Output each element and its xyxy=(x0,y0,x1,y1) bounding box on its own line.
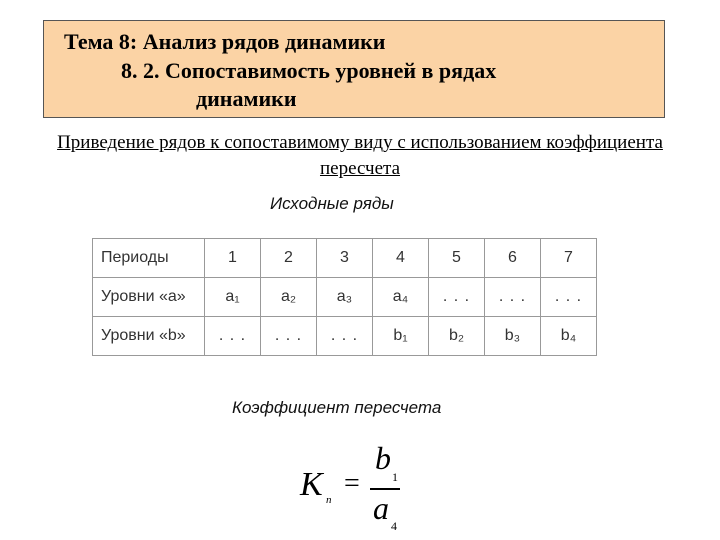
title-line-1: Тема 8: Анализ рядов динамики xyxy=(64,29,386,54)
table-cell: Уровни «b» xyxy=(93,317,205,356)
table-cell: . . . xyxy=(429,278,485,317)
slide-title-box xyxy=(43,20,665,118)
table-cell: 7 xyxy=(541,239,597,278)
table-header-row xyxy=(93,239,597,278)
table-cell: b₄ xyxy=(541,317,597,356)
table-cell: Периоды xyxy=(93,239,205,278)
table-cell: . . . xyxy=(485,278,541,317)
table-cell: b₃ xyxy=(485,317,541,356)
conversion-coefficient-formula xyxy=(300,440,410,536)
series-table xyxy=(92,238,597,356)
table-cell: 2 xyxy=(261,239,317,278)
caption-coefficient: Коэффициент пересчета xyxy=(232,398,442,417)
table-cell: 1 xyxy=(205,239,261,278)
table-cell: Уровни «а» xyxy=(93,278,205,317)
table-cell: . . . xyxy=(261,317,317,356)
table-row xyxy=(93,278,597,317)
formula-denominator: a xyxy=(373,490,389,526)
table-cell: a₁ xyxy=(205,278,261,317)
table-cell: . . . xyxy=(541,278,597,317)
table-cell: a₄ xyxy=(373,278,429,317)
table-cell: a₂ xyxy=(261,278,317,317)
title-line-3: динамики xyxy=(196,86,297,111)
table-cell: b₂ xyxy=(429,317,485,356)
formula-lhs: K xyxy=(300,466,323,503)
table-cell: 3 xyxy=(317,239,373,278)
table-cell: . . . xyxy=(317,317,373,356)
caption-source-series: Исходные ряды xyxy=(270,194,394,213)
table-cell: 6 xyxy=(485,239,541,278)
table-row xyxy=(93,317,597,356)
table-cell: b₁ xyxy=(373,317,429,356)
formula-denominator-subscript: 4 xyxy=(391,519,397,533)
table-cell: 5 xyxy=(429,239,485,278)
table-cell: a₃ xyxy=(317,278,373,317)
table-cell: 4 xyxy=(373,239,429,278)
table-cell: . . . xyxy=(205,317,261,356)
formula-lhs-subscript: п xyxy=(326,494,332,506)
title-line-2: 8. 2. Сопоставимость уровней в рядах xyxy=(121,58,497,83)
subheading: Приведение рядов к сопоставимому виду с использованием коэффициента пересчета xyxy=(57,132,663,179)
formula-numerator-subscript: 1 xyxy=(392,470,398,484)
formula-equals: = xyxy=(344,468,360,499)
formula-numerator: b xyxy=(375,440,391,476)
